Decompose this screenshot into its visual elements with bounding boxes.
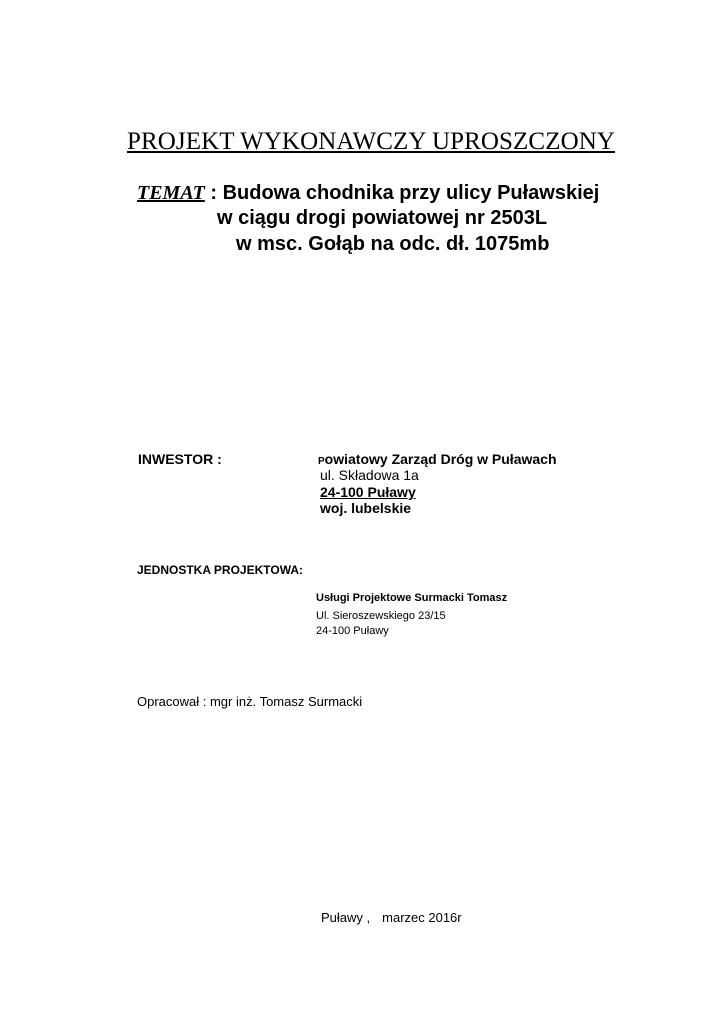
document-title: PROJEKT WYKONAWCZY UPROSZCZONY [126,128,616,155]
author: Opracował : mgr inż. Tomasz Surmacki [137,694,363,709]
subject-label: TEMAT [137,182,205,204]
design-unit-label: JEDNOSTKA PROJEKTOWA: [137,563,304,577]
place-date [321,910,462,925]
design-unit-street: Ul. Sieroszewskiego 23/15 [316,610,446,622]
design-unit-city: 24-100 Puławy [316,625,389,637]
investor-street: ul. Składowa 1a [320,467,419,483]
subject-text-1: Budowa chodnika przy ulicy Puławskiej [222,182,600,204]
investor-voivodeship: woj. lubelskie [320,500,412,516]
place: Puławy , [321,910,371,925]
subject-separator: : [204,182,223,204]
investor-name-rest: owiatowy Zarząd Dróg w Puławach [324,451,557,467]
date: marzec 2016r [382,910,462,925]
subject-line-2: w ciągu drogi powiatowej nr 2503L [217,207,548,229]
investor-name-initial: P [318,456,325,467]
investor-label: INWESTOR : [138,451,222,467]
investor-name [318,451,557,467]
design-unit-name: Usługi Projektowe Surmacki Tomasz [316,592,508,604]
investor-city: 24-100 Puławy [320,484,416,500]
subject-line-1 [137,180,599,207]
subject-line-3: w msc. Gołąb na odc. dł. 1075mb [236,233,550,255]
